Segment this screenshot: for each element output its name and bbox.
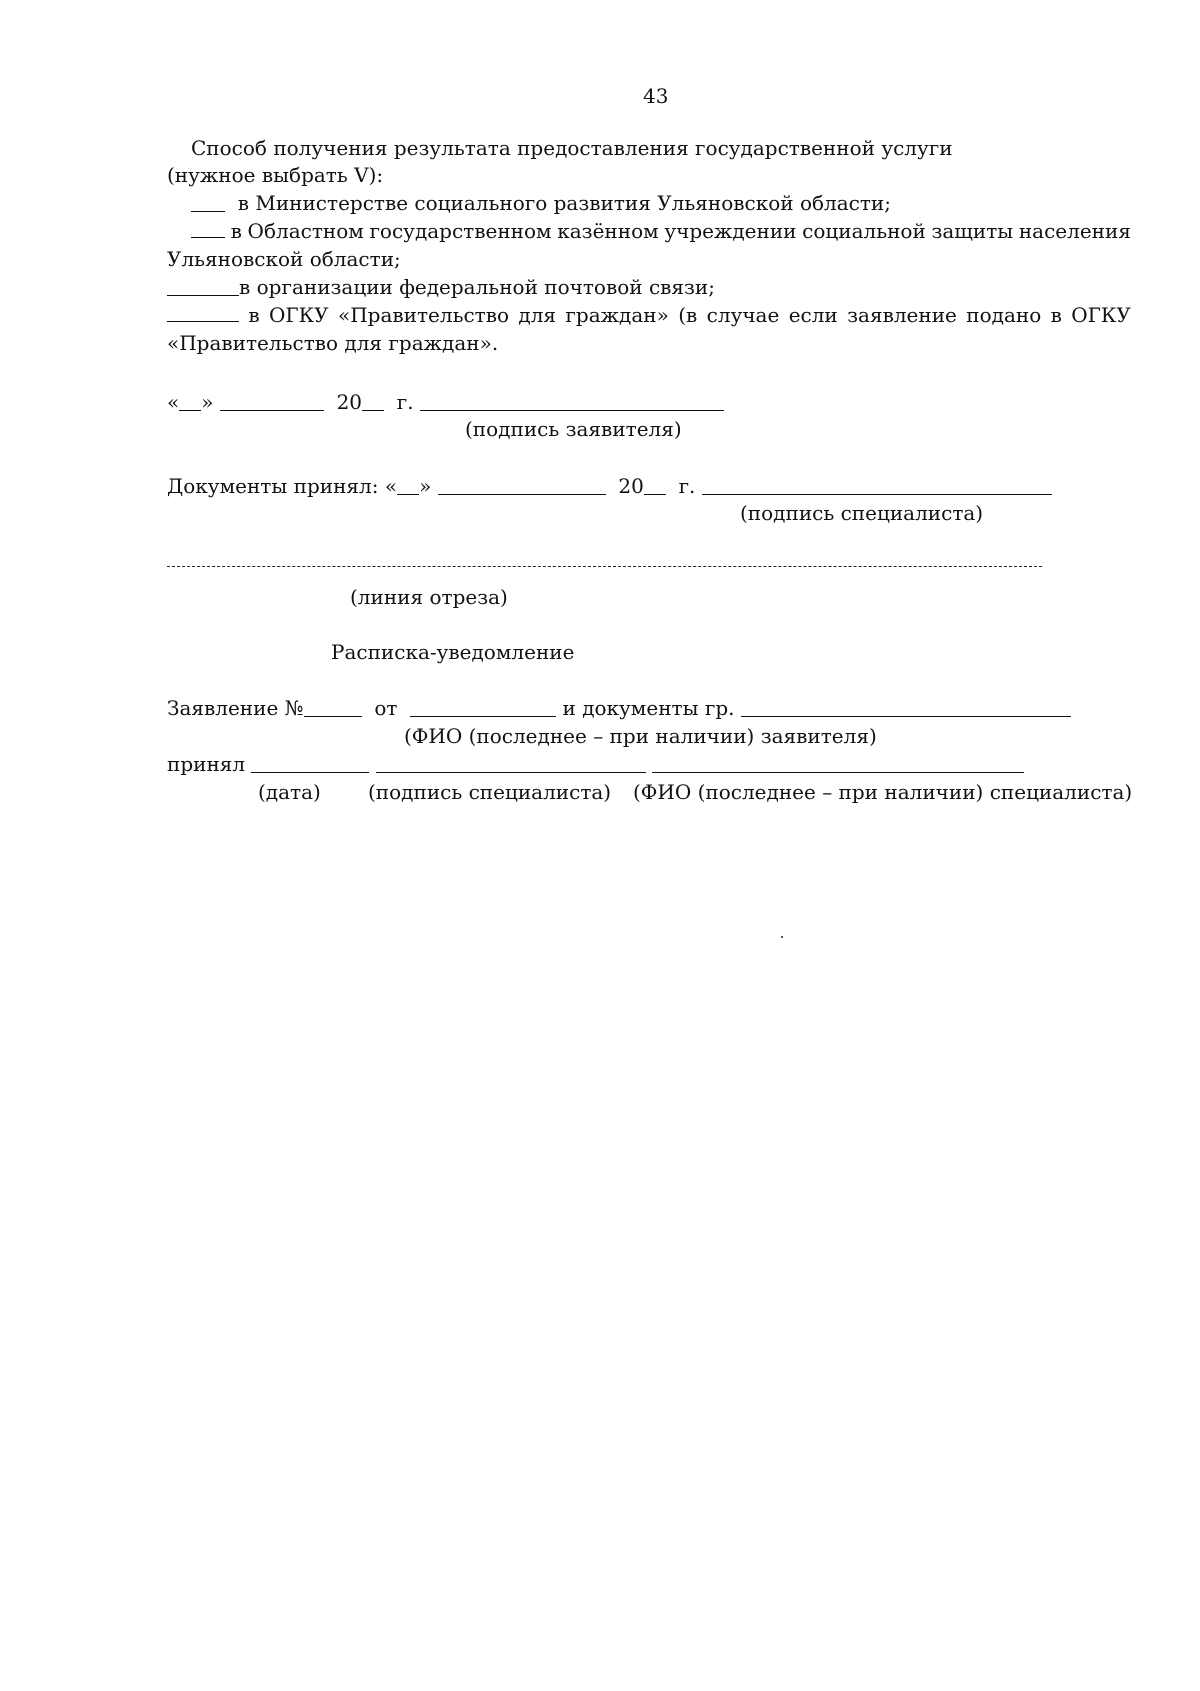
- option-ministry: [191, 191, 891, 215]
- applicant-signature-caption: (подпись заявителя): [465, 417, 682, 441]
- specialist-signature-caption: (подпись специалиста): [740, 501, 984, 525]
- method-heading-cont: (нужное выбрать V):: [167, 163, 384, 187]
- applicant-fio-caption: (ФИО (последнее – при наличии) заявителя): [404, 724, 877, 748]
- word: Областном: [247, 219, 364, 243]
- method-heading: Способ получения результата предоставления государственной услуги: [191, 136, 953, 160]
- statement-date-field[interactable]: [410, 698, 556, 717]
- word: «Правительство: [337, 303, 510, 327]
- word: населения: [1018, 219, 1131, 243]
- year-suffix: г.: [678, 474, 696, 498]
- word: в: [230, 219, 242, 243]
- close-quote: »: [419, 474, 432, 498]
- page-number: 43: [643, 84, 669, 108]
- word: ОГКУ: [1071, 303, 1131, 327]
- word: подано: [966, 303, 1042, 327]
- cut-line: [167, 566, 1042, 567]
- receipt-statement-line: [167, 696, 1071, 720]
- choice-blank[interactable]: [167, 303, 239, 322]
- accepted-signature-field[interactable]: [376, 754, 646, 773]
- year-prefix: 20: [618, 474, 644, 498]
- specialist-fio-caption: (ФИО (последнее – при наличии) специалиста): [633, 780, 1133, 804]
- option-regional-institution-cont: Ульяновской области;: [167, 247, 401, 271]
- word: государственном: [369, 219, 552, 243]
- documents-accepted-line: [167, 474, 1052, 498]
- word: граждан»: [565, 303, 669, 327]
- open-quote: «: [167, 390, 180, 414]
- year-field[interactable]: [644, 476, 666, 495]
- option-postal: [167, 275, 715, 299]
- month-field[interactable]: [438, 476, 606, 495]
- option-regional-institution: [191, 219, 1131, 243]
- word: ОГКУ: [269, 303, 329, 327]
- day-field[interactable]: [397, 476, 419, 495]
- word: социальной: [802, 219, 926, 243]
- word: в: [248, 303, 260, 327]
- date-caption: (дата): [258, 780, 321, 804]
- signature-caption: (подпись специалиста): [368, 780, 612, 804]
- applicant-fio-field[interactable]: [741, 698, 1071, 717]
- word: если: [788, 303, 838, 327]
- scan-speck: [781, 936, 783, 938]
- word: в: [1050, 303, 1062, 327]
- word: защиты: [931, 219, 1014, 243]
- applicant-signature-field[interactable]: [420, 392, 724, 411]
- specialist-signature-field[interactable]: [702, 476, 1052, 495]
- statement-number-field[interactable]: [304, 698, 362, 717]
- receipt-accepted-line: [167, 752, 1024, 776]
- cut-line-caption: (линия отреза): [350, 585, 508, 609]
- option-ogku: [167, 303, 1131, 327]
- option-ministry-label: в Министерстве социального развития Ульяновской области;: [237, 191, 891, 215]
- word: случае: [706, 303, 780, 327]
- option-postal-label: в организации федеральной почтовой связи;: [239, 275, 715, 299]
- day-field[interactable]: [179, 392, 201, 411]
- statement-number-label: Заявление №: [167, 696, 304, 720]
- month-field[interactable]: [220, 392, 324, 411]
- close-quote: »: [201, 390, 214, 414]
- from-label: от: [374, 696, 398, 720]
- accepted-label: принял: [167, 752, 246, 776]
- specialist-fio-field[interactable]: [652, 754, 1024, 773]
- applicant-date-line: [167, 390, 724, 414]
- documents-accepted-label: Документы принял: «: [167, 474, 398, 498]
- word: учреждении: [664, 219, 797, 243]
- choice-blank[interactable]: [191, 219, 225, 238]
- year-suffix: г.: [396, 390, 414, 414]
- choice-blank[interactable]: [167, 277, 239, 296]
- word: (в: [678, 303, 698, 327]
- year-prefix: 20: [336, 390, 363, 414]
- year-field[interactable]: [362, 392, 384, 411]
- word: для: [518, 303, 557, 327]
- word: заявление: [847, 303, 957, 327]
- choice-blank[interactable]: [191, 193, 225, 212]
- option-ogku-cont: «Правительство для граждан».: [167, 331, 499, 355]
- documents-label: и документы гр.: [562, 696, 735, 720]
- receipt-title: Расписка-уведомление: [331, 640, 575, 664]
- word: казённом: [557, 219, 659, 243]
- accepted-date-field[interactable]: [251, 754, 369, 773]
